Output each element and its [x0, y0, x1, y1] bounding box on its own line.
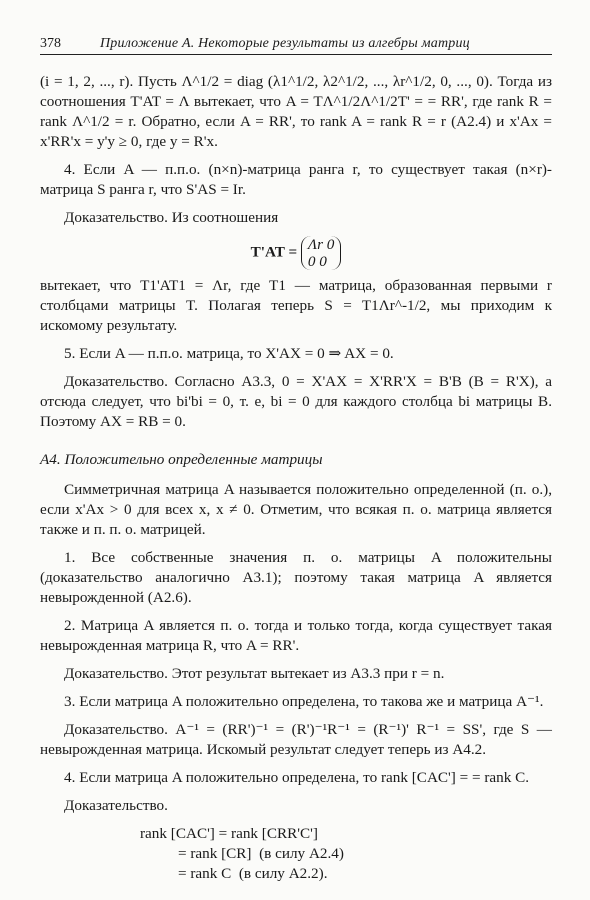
equation-lhs: T'AT = [250, 243, 298, 261]
paragraph: 4. Если матрица A положительно определена, то rank [CAC'] = = rank C. [64, 769, 530, 786]
proof-paragraph: Доказательство. Из соотношения [64, 209, 279, 226]
running-title: Приложение А. Некоторые результаты из алгебры матриц [100, 36, 470, 51]
paragraph: 2. Матрица A является п. о. тогда и только тогда, когда существует такая невырожденная матрица R, что A = RR'. [40, 617, 552, 654]
paragraph: вытекает, что T1'AT1 = Λr, где T1 — матрица, образованная первыми r столбцами матрицы T. Полагая теперь S = T1Λr^-1/2, мы приходим к искомому результату. [40, 277, 552, 334]
equation-block [140, 824, 552, 884]
paragraph: 3. Если матрица A положительно определена, то такова же и матрица A⁻¹. [64, 693, 544, 710]
proof-paragraph: Доказательство. Этот результат вытекает из A3.3 при r = n. [64, 665, 445, 682]
section-title: А4. Положительно определенные матрицы [40, 451, 323, 468]
equation-line: rank [CAC'] = rank [CRR'C'] [140, 825, 318, 842]
equation-line: = rank C (в силу A2.2). [140, 865, 328, 882]
paragraph: (i = 1, 2, ..., r). Пусть Λ^1/2 = diag (λ1^1/2, λ2^1/2, ..., λr^1/2, 0, ..., 0). Тогда из соотношения T'AT = Λ вытекает, что A = TΛ^1/2Λ^1/2T' = = RR', где rank R = rank Λ^1/2 = r. Обратно, если A = RR', то rank A = rank R = r (A2.4) и x'Ax = x'RR'x = y'y ≥ 0, где y = R'x. [40, 73, 552, 150]
paragraph: Симметричная матрица A называется положительно определенной (п. о.), если x'Ax > 0 для всех x, x ≠ 0. Отметим, что всякая п. о. матрица является также и п. п. о. матрицей. [40, 481, 552, 538]
display-equation [40, 236, 552, 270]
block-matrix [301, 236, 341, 270]
matrix-row: 0 0 [307, 253, 327, 270]
running-header [40, 34, 552, 55]
equation-line: = rank [CR] (в силу A2.4) [140, 845, 344, 862]
paragraph: 1. Все собственные значения п. о. матрицы A положительны (доказательство аналогично A3.1); поэтому такая матрица A является невырожденной (A2.6). [40, 549, 552, 606]
proof-paragraph: Доказательство. Согласно A3.3, 0 = X'AX = X'RR'X = B'B (B = R'X), а отсюда следует, что bi'bi = 0, т. е, bi = 0 для каждого столбца bi матрицы B. Поэтому AX = RB = 0. [40, 373, 552, 430]
proof-paragraph: Доказательство. [64, 797, 168, 814]
matrix-row: Λr 0 [307, 236, 335, 253]
paragraph: 5. Если A — п.п.о. матрица, то X'AX = 0 ⇒ AX = 0. [64, 345, 394, 362]
paragraph: 4. Если A — п.п.о. (n×n)-матрица ранга r, то существует такая (n×r)-матрица S ранга r, что S'AS = Ir. [40, 161, 552, 198]
proof-paragraph: Доказательство. A⁻¹ = (RR')⁻¹ = (R')⁻¹R⁻¹ = (R⁻¹)' R⁻¹ = SS', где S — невырожденная матрица. Искомый результат следует теперь из A4.2. [40, 721, 552, 758]
page-body [40, 72, 552, 884]
page-number: 378 [40, 36, 61, 51]
